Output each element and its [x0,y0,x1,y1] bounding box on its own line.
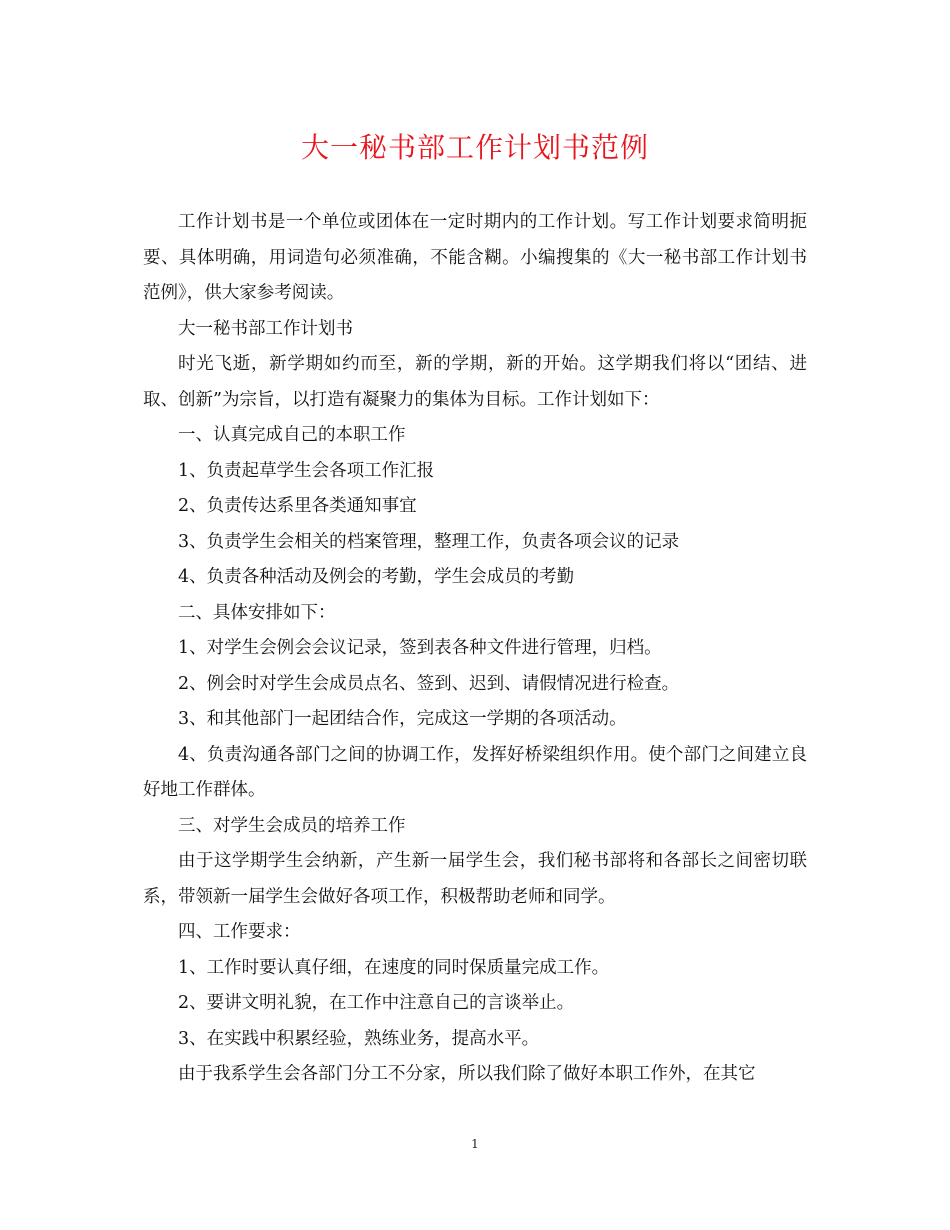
document-body [143,205,807,1093]
paragraph-body: 由于我系学生会各部门分工不分家，所以我们除了做好本职工作外，在其它 [178,1064,756,1084]
list-item: 1、负责起草学生会各项工作汇报 [178,460,435,481]
paragraph-body: 由于这学期学生会纳新，产生新一届学生会，我们秘书部将和各部长之间密切联系，带领新一届学生会做好各项工作，积极帮助老师和同学。 [143,851,807,907]
paragraph-subtitle: 大一秘书部工作计划书 [178,318,353,339]
list-item: 3、负责学生会相关的档案管理，整理工作，负责各项会议的记录 [178,531,680,552]
list-item: 2、负责传达系里各类通知事宜 [178,496,417,516]
list-item: 3、和其他部门一起团结合作，完成这一学期的各项活动。 [178,709,627,729]
list-item: 1、工作时要认真仔细，在速度的同时保质量完成工作。 [178,957,610,978]
page-number: 1 [471,1137,479,1151]
list-item: 4、负责沟通各部门之间的协调工作，发挥好桥梁组织作用。使个部门之间建立良好地工作群体。 [143,744,807,800]
list-item: 1、对学生会例会会议记录，签到表各种文件进行管理，归档。 [178,638,662,658]
paragraph-intro: 工作计划书是一个单位或团体在一定时期内的工作计划。写工作计划要求简明扼要、具体明确，用词造句必须准确，不能含糊。小编搜集的《大一秘书部工作计划书范例》，供大家参考阅读。 [143,212,807,303]
document-title: 大一秘书部工作计划书范例 [300,131,649,164]
section-heading-4: 四、工作要求： [178,922,301,942]
list-item: 2、要讲文明礼貌，在工作中注意自己的言谈举止。 [178,993,575,1013]
section-heading-2: 二、具体安排如下： [178,602,336,623]
list-item: 2、例会时对学生会成员点名、签到、迟到、请假情况进行检查。 [178,673,680,694]
section-heading-3: 三、对学生会成员的培养工作 [178,815,406,836]
list-item: 3、在实践中积累经验，熟练业务，提高水平。 [178,1028,540,1049]
list-item: 4、负责各种活动及例会的考勤，学生会成员的考勤 [178,567,575,587]
section-heading-1: 一、认真完成自己的本职工作 [178,425,406,445]
paragraph-opening: 时光飞逝，新学期如约而至，新的学期，新的开始。这学期我们将以“团结、进取、创新”为宗旨，以打造有凝聚力的集体为目标。工作计划如下： [143,354,807,410]
